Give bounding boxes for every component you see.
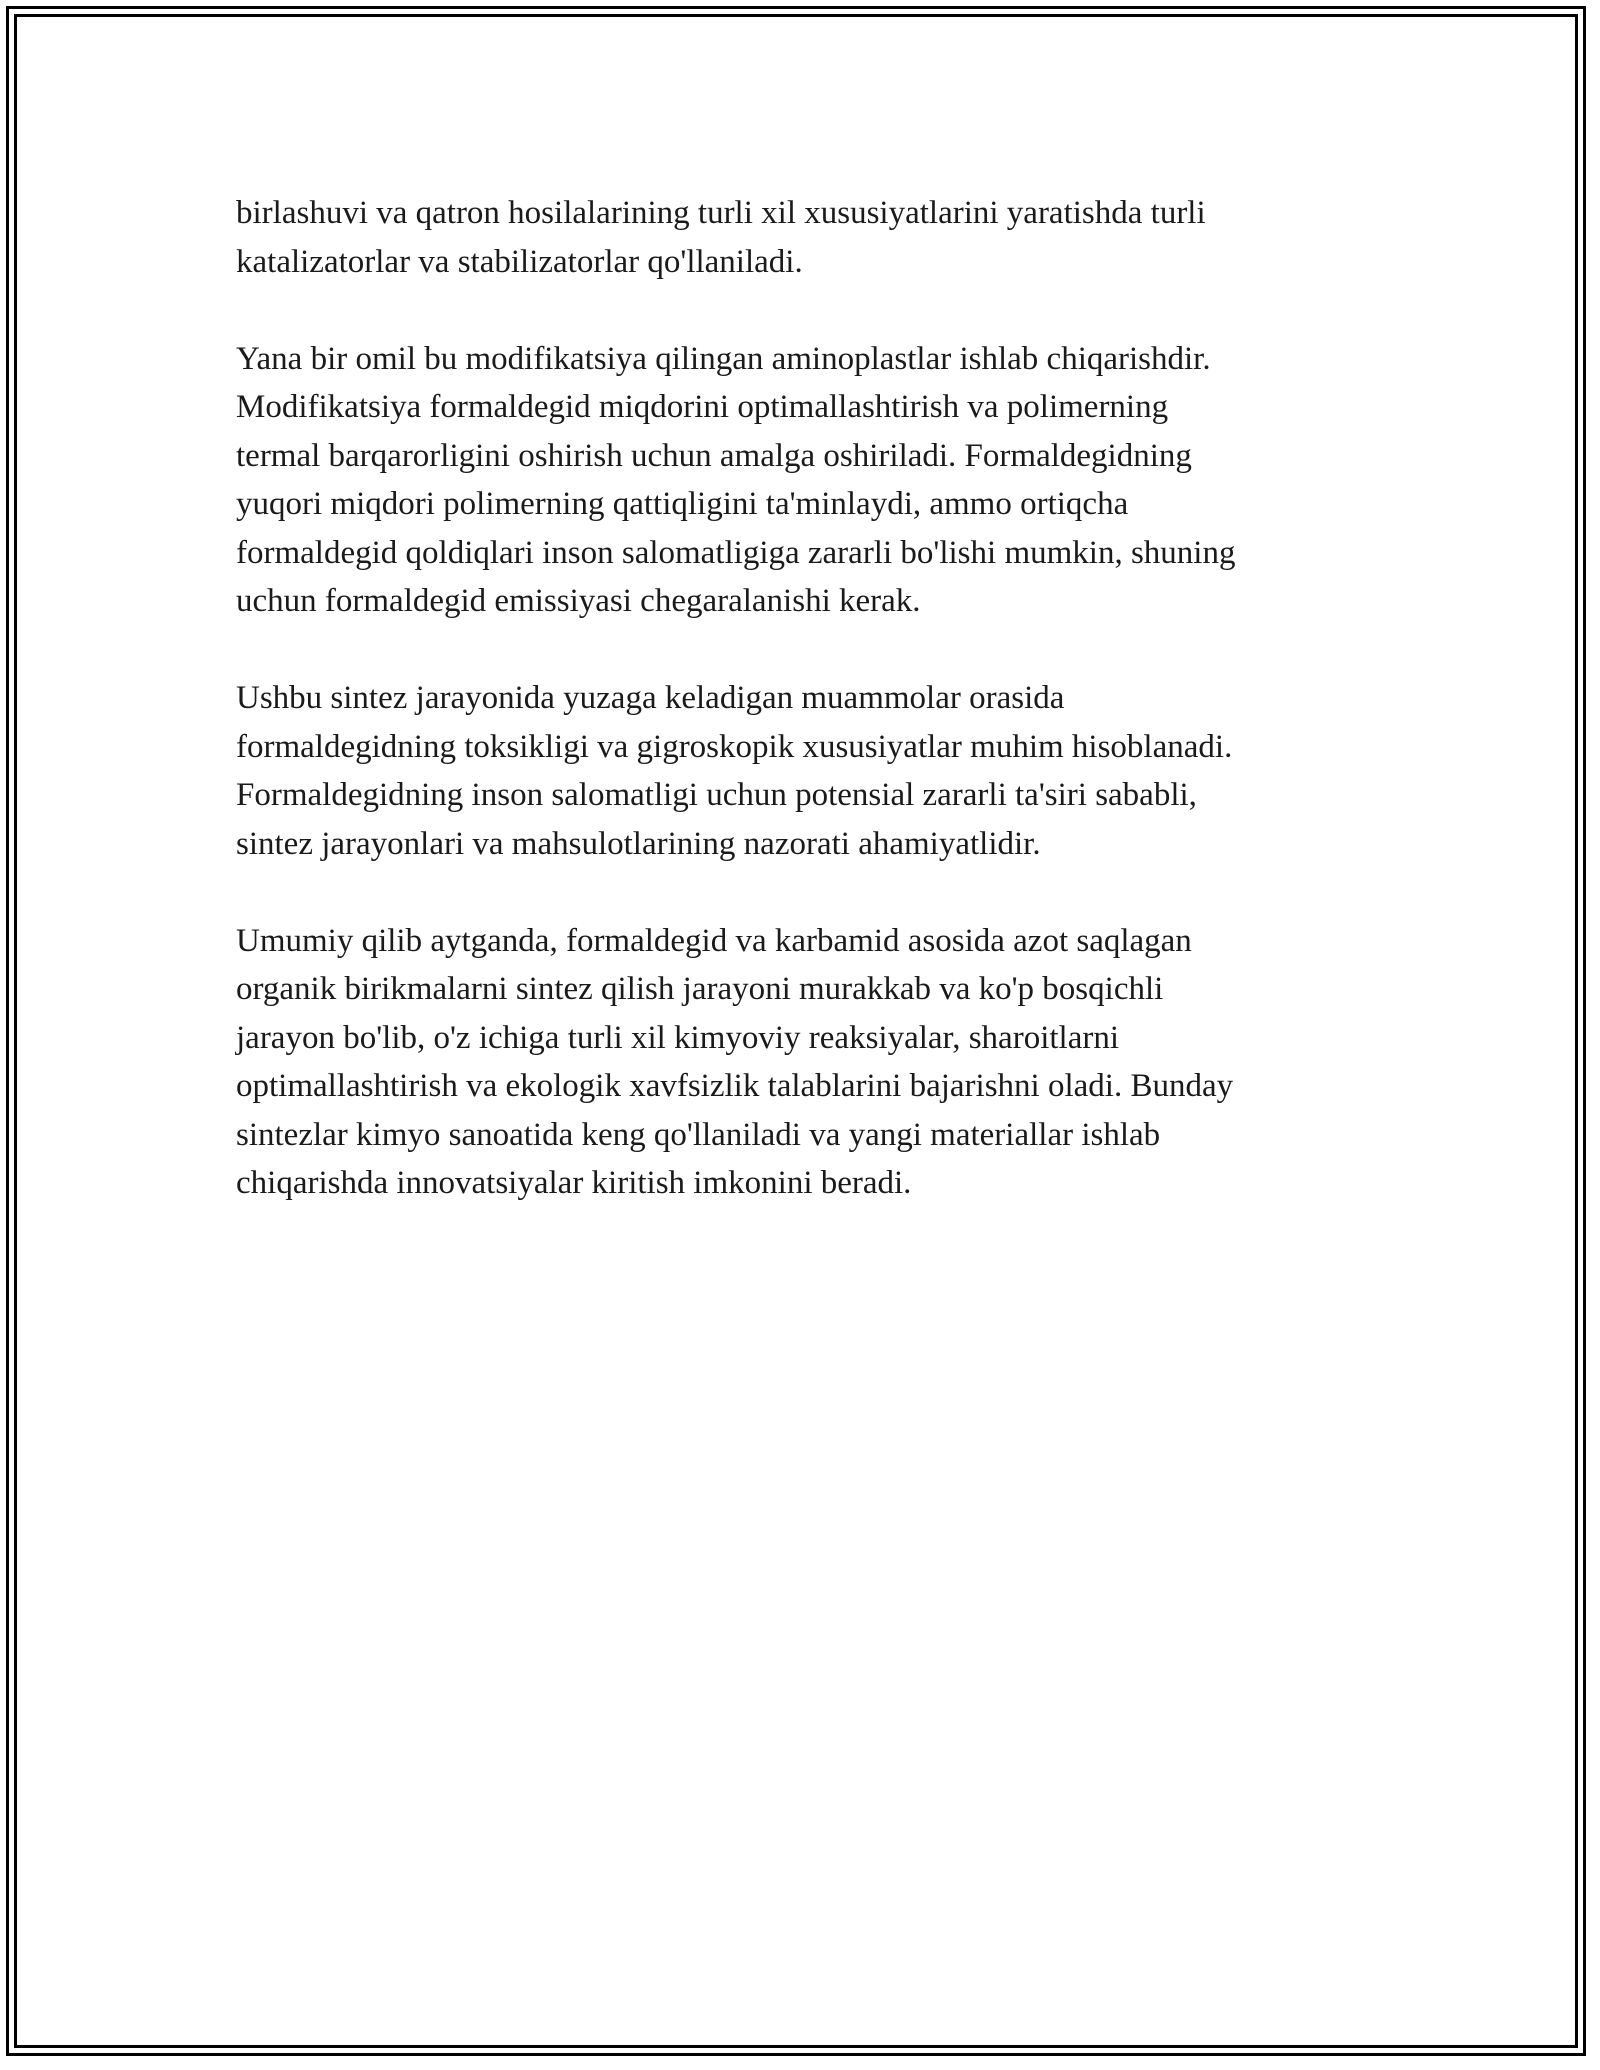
document-body bbox=[236, 189, 1376, 1208]
paragraph-3: Ushbu sintez jarayonida yuzaga keladigan muammolar orasida formaldegidning toksikligi va gigroskopik xususiyatlar muhim hisoblanadi. Formaldegidning inson salomatligi uchun potensial zararli ta'siri sababli, sintez jarayonlari va mahsulotlarining nazorati ahamiyatlidir. bbox=[236, 680, 1233, 862]
paragraph-2: Yana bir omil bu modifikatsiya qilingan aminoplastlar ishlab chiqarishdir. Modifikatsiya formaldegid miqdorini optimallashtirish va polimerning termal barqarorligini oshirish uchun amalga oshiriladi. Formaldegidning yuqori miqdori polimerning qattiqligini ta'minlaydi, ammo ortiqcha formaldegid qoldiqlari inson salomatligiga zararli bo'lishi mumkin, shuning uchun formaldegid emissiyasi chegaralanishi kerak. bbox=[236, 340, 1236, 619]
paragraph-1: birlashuvi va qatron hosilalarining turli xil xususiyatlarini yaratishda turli katalizatorlar va stabilizatorlar qo'llaniladi. bbox=[236, 195, 1206, 280]
paragraph-4: Umumiy qilib aytganda, formaldegid va karbamid asosida azot saqlagan organik birikmalarni sintez qilish jarayoni murakkab va ko'p bosqichli jarayon bo'lib, o'z ichiga turli xil kimyoviy reaksiyalar, sharoitlarni optimallashtirish va ekologik xavfsizlik talablarini bajarishni oladi. Bunday sintezlar kimyo sanoatida keng qo'llaniladi va yangi materiallar ishlab chiqarishda innovatsiyalar kiritish imkonini beradi. bbox=[236, 922, 1234, 1201]
